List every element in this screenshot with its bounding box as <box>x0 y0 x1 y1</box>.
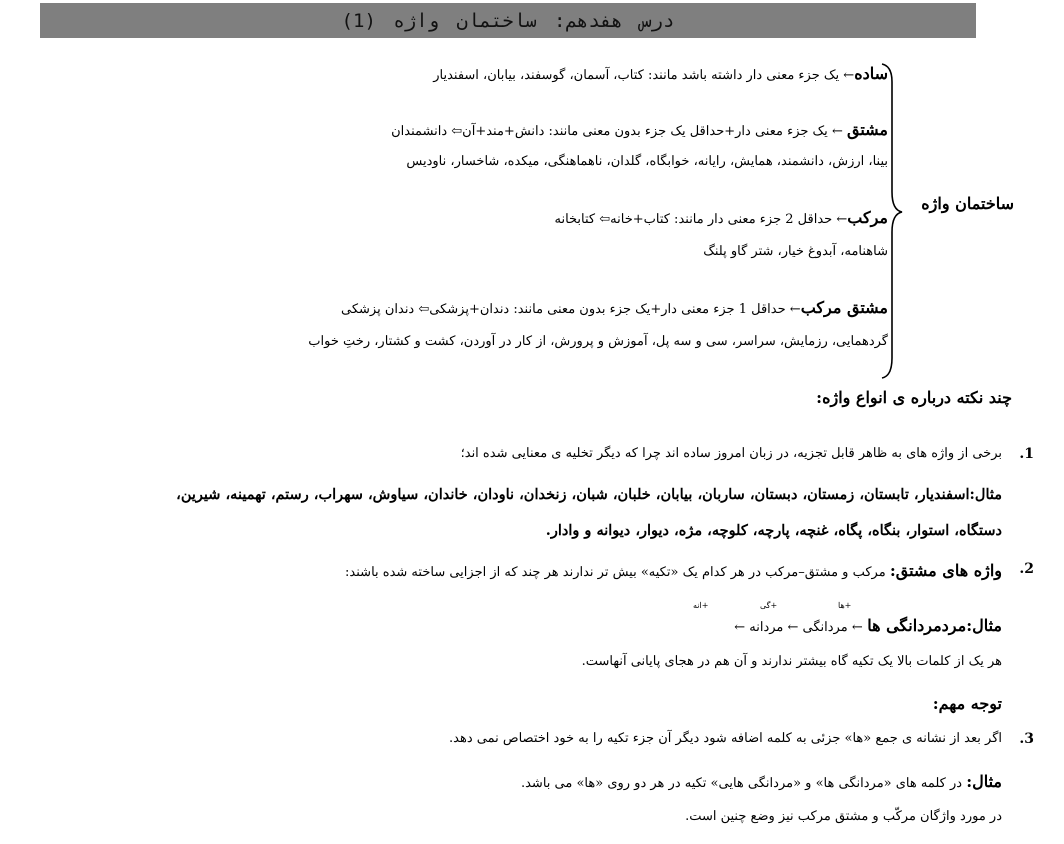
suffix-gi-label: +گی <box>760 601 778 610</box>
note-3-example-text: در کلمه های «مردانگی ها» و «مردانگی هایی» تکیه در هر دو روی «ها» می باشد. <box>520 776 963 791</box>
suffix-ha-label: +ها <box>838 601 852 610</box>
note-1-example-line2: دستگاه، استوار، بنگاه، پگاه، غنچه، پارچه، کلوچه، مژه، دیوار، دیوانه و وادار. <box>545 522 1002 539</box>
note-3-number: 3. <box>1019 731 1034 747</box>
note-2-example <box>734 616 1002 635</box>
item-simple-definition: یک جزء معنی دار داشته باشد مانند: کتاب، آسمان، گوسفند، بیابان، اسفندیار <box>433 68 840 83</box>
note-2-number: 2. <box>1019 561 1034 577</box>
note-2-conclusion: هر یک از کلمات بالا یک تکیه گاه بیشتر ندارند و آن هم در هجای پایانی آنهاست. <box>581 654 1002 669</box>
arrow-icon: ← <box>843 68 855 83</box>
suffix-aneh-label: +انه <box>693 601 709 610</box>
item-simple <box>433 64 888 83</box>
note-2-example-word: مردمردانگی ها <box>867 616 967 635</box>
item-compound-examples: شاهنامه، آبدوغ خیار، شتر گاو پلنگ <box>703 244 888 259</box>
note-1-number: 1. <box>1019 446 1034 462</box>
item-derived-compound-examples: گردهمایی، رزمایش، سراسر، سی و سه پل، آموزش و پرورش، از کار در آوردن، کشت و کشتار، رختِ خواب <box>308 334 888 349</box>
note-3-example <box>521 772 1002 791</box>
notes-heading: چند نکته درباره ی انواع واژه: <box>816 388 1012 407</box>
item-compound-term: مرکب <box>847 208 888 227</box>
note-2-example-label: مثال: <box>966 616 1002 635</box>
arrow-icon: ← <box>831 124 843 139</box>
item-derived <box>391 120 888 139</box>
note-3-example-label: مثال: <box>966 772 1002 791</box>
lesson-title-bar <box>40 3 976 38</box>
note-1-text: برخی از واژه های به ظاهر قابل تجزیه، در زبان امروز ساده اند چرا که دیگر تخلیه ی معنایی شده اند؛ <box>460 446 1002 461</box>
item-derived-definition: یک جزء معنی دار+حداقل یک جزء بدون معنی مانند: دانش+مند+آن⇦ دانشمندان <box>391 124 828 139</box>
note-2-text: مرکب و مشتق–مرکب در هر کدام یک «تکیه» بیش تر ندارند هر چند که از اجزایی ساخته شده باشند: <box>345 565 886 580</box>
note-1-example-line1: مثال:اسفندیار، تابستان، زمستان، دبستان، ساربان، بیابان، خلبان، شبان، زنخدان، ناودان، خاندان، سیاوش، سهراب، رستم، تهمینه، شیرین، <box>176 486 1002 503</box>
item-derived-term: مشتق <box>846 120 888 139</box>
important-heading: توجه مهم: <box>932 694 1002 713</box>
item-compound <box>554 208 888 227</box>
group-label: ساختمان واژه <box>921 194 1014 213</box>
item-compound-definition: حداقل 2 جزء معنی دار مانند: کتاب+خانه⇦ کتابخانه <box>554 212 833 227</box>
note-2-line <box>345 561 1002 580</box>
note-2-lead: واژه های مشتق: <box>889 561 1002 580</box>
lesson-title: درس هفدهم: ساختمان واژه (1) <box>341 9 675 32</box>
arrow-icon: ← <box>789 302 801 317</box>
arrow-icon: ← <box>836 212 848 227</box>
item-simple-term: ساده <box>854 64 888 83</box>
item-derived-compound-term: مشتق مرکب <box>800 298 888 317</box>
item-derived-examples: بینا، ارزش، دانشمند، همایش، رایانه، خوابگاه، گلدان، ناهماهنگی، میکده، شاخسار، ناودیس <box>406 154 888 169</box>
note-2-chain: ← مردانگی ← مردانه ← <box>734 620 863 635</box>
note-3-final: در مورد واژگان مرکّب و مشتق مرکب نیز وضع چنین است. <box>685 809 1002 824</box>
item-derived-compound-definition: حداقل 1 جزء معنی دار+یک جزء بدون معنی مانند: دندان+پزشکی⇦ دندان پزشکی <box>341 302 786 317</box>
item-derived-compound <box>341 298 888 317</box>
note-3-text: اگر بعد از نشانه ی جمع «ها» جزئی به کلمه اضافه شود دیگر آن جزء تکیه را به خود اختصاص نمی دهد. <box>449 731 1002 746</box>
